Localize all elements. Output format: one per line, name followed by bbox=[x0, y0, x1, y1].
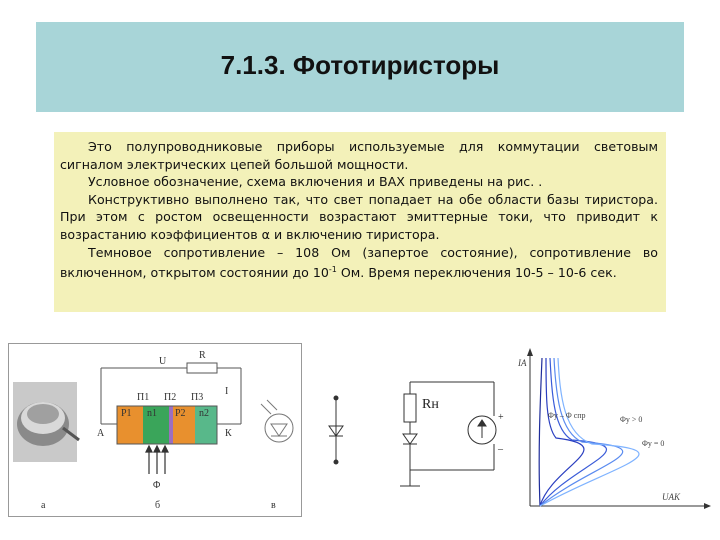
label-plus: + bbox=[498, 412, 504, 423]
label-phi-spr: Φy – Φ спр bbox=[548, 411, 586, 420]
label-n2: n2 bbox=[199, 408, 209, 419]
title-banner bbox=[36, 22, 684, 112]
label-p2: P2 bbox=[175, 408, 186, 419]
label-pi1: Π1 bbox=[137, 392, 150, 403]
page-title: 7.1.3. Фототиристоры bbox=[220, 50, 500, 80]
label-resistor: R bbox=[199, 350, 206, 361]
paragraph-4-tail: Ом. Время переключения 10-5 – 10-6 сек. bbox=[336, 265, 617, 281]
device-photo bbox=[13, 382, 79, 462]
switching-schema bbox=[318, 360, 508, 500]
body-text bbox=[60, 138, 658, 282]
label-pi2: Π2 bbox=[164, 392, 177, 403]
structure-figure bbox=[8, 343, 302, 517]
label-phi-gt0: Φy > 0 bbox=[620, 415, 643, 424]
light-arrows bbox=[146, 446, 168, 474]
label-uak: UAK bbox=[662, 492, 680, 502]
structure-figure-svg bbox=[9, 344, 301, 516]
label-cathode: К bbox=[225, 428, 232, 439]
vac-curves bbox=[539, 358, 639, 506]
label-current: I bbox=[225, 386, 229, 397]
label-phi: Φ bbox=[153, 480, 161, 491]
resistor-rn bbox=[404, 394, 416, 422]
paragraph-4-sup: -1 bbox=[328, 265, 337, 275]
paragraph-4 bbox=[60, 244, 658, 282]
vac-svg bbox=[512, 346, 712, 516]
label-rn: Rн bbox=[422, 397, 439, 412]
label-ia: IA bbox=[518, 358, 527, 368]
text-panel bbox=[54, 132, 666, 312]
junction-2 bbox=[169, 406, 173, 444]
label-a: а bbox=[41, 500, 46, 511]
photothyristor-symbol bbox=[261, 400, 293, 442]
paragraph-1: Это полупроводниковые приборы используемые для коммутации световым сигналом электрических цепей большой мощности. bbox=[60, 139, 658, 172]
label-b: б bbox=[155, 500, 161, 511]
label-minus: – bbox=[498, 444, 503, 455]
label-p1: P1 bbox=[121, 408, 132, 419]
label-n1: n1 bbox=[147, 408, 157, 419]
label-voltage: U bbox=[159, 356, 167, 367]
label-phi-eq0: Φy = 0 bbox=[642, 439, 665, 448]
paragraph-3: Конструктивно выполнено так, что свет попадает на обе области базы тиристора. При этом с ростом освещенности возрастают эмиттерные токи, что приводит к возрастанию коэффициентов α и включению тиристора. bbox=[60, 191, 658, 242]
label-v: в bbox=[271, 500, 276, 511]
label-anode: А bbox=[97, 428, 105, 439]
label-pi3: Π3 bbox=[191, 392, 204, 403]
paragraph-4-text: Темновое сопротивление – 108 Ом (запертое состояние), сопротивление во включенном, открытом состоянии до 10 bbox=[60, 244, 658, 281]
paragraph-2: Условное обозначение, схема включения и ВАХ приведены на рис. . bbox=[88, 174, 543, 190]
vac-figure bbox=[512, 346, 712, 516]
